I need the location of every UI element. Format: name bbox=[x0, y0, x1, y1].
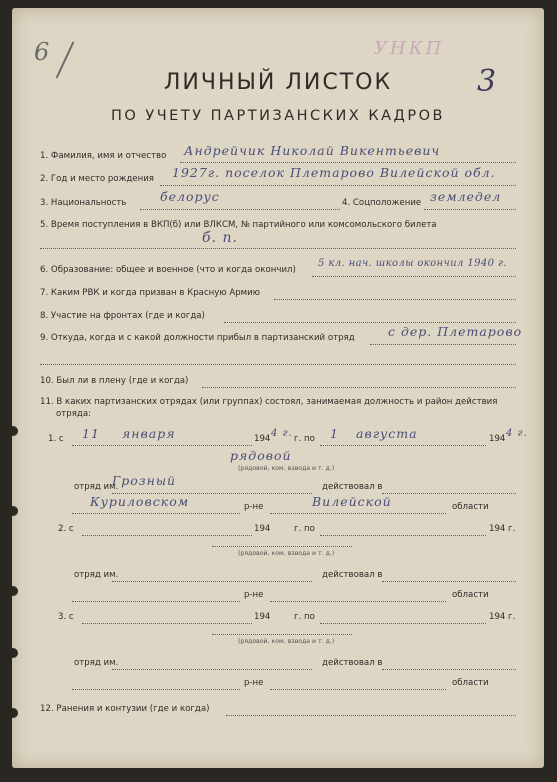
entry-1-number: 1. с bbox=[48, 434, 64, 444]
entry-2-district-label: р-не bbox=[244, 590, 264, 600]
entry-2-acted-in: действовал в bbox=[322, 570, 383, 580]
entry-2-detachment-line bbox=[112, 581, 312, 582]
entry-1-acted-in: действовал в bbox=[322, 482, 383, 492]
entry-2-to-year: 194 bbox=[489, 524, 506, 534]
entry-2-district-line bbox=[72, 601, 240, 602]
field-6-label: 6. Образование: общее и военное (что и когда окончил) bbox=[40, 265, 296, 275]
stamp-mark: УНКП bbox=[374, 38, 445, 59]
entry-1-position-hint: (рядовой, ком. взвода и т. д.) bbox=[238, 465, 335, 472]
entry-3-number: 3. с bbox=[58, 612, 74, 622]
entry-1-district: Куриловском bbox=[90, 494, 190, 509]
field-9-line bbox=[370, 344, 516, 345]
entry-3-from-line bbox=[82, 623, 252, 624]
field-7-label: 7. Каким РВК и когда призван в Красную Армию bbox=[40, 288, 260, 298]
punch-hole bbox=[8, 426, 18, 436]
field-12-label: 12. Ранения и контузии (где и когда) bbox=[40, 704, 210, 714]
entry-2-acted-line bbox=[382, 581, 516, 582]
punch-hole bbox=[8, 586, 18, 596]
entry-3-region-label: области bbox=[452, 678, 489, 688]
entry-2-region-line bbox=[270, 601, 446, 602]
field-6-value: 5 кл. нач. школы окончил 1940 г. bbox=[318, 258, 507, 269]
entry-3-district-line bbox=[72, 689, 240, 690]
entry-1-to-day: 1 bbox=[330, 426, 339, 441]
entry-1-acted-line bbox=[382, 493, 516, 494]
entry-1-g-po: г. по bbox=[294, 434, 315, 444]
entry-1-district-label: р-не bbox=[244, 502, 264, 512]
field-2-label: 2. Год и место рождения bbox=[40, 174, 154, 184]
entry-2-from-line bbox=[82, 535, 252, 536]
entry-2-g-po: г. по bbox=[294, 524, 315, 534]
field-4-label: 4. Соцположение bbox=[342, 198, 422, 208]
entry-1-detachment: Грозный bbox=[112, 473, 177, 488]
field-5-line bbox=[40, 248, 516, 249]
field-8-line bbox=[224, 322, 516, 323]
entry-1-from-month: января bbox=[122, 426, 176, 441]
entry-3-region-line bbox=[270, 689, 446, 690]
personal-record-sheet bbox=[12, 8, 544, 768]
entry-2-detachment-label: отряд им. bbox=[74, 570, 119, 580]
entry-1-from-year: 194 bbox=[254, 434, 271, 444]
entry-2-to-line bbox=[320, 535, 486, 536]
entry-2-region-label: области bbox=[452, 590, 489, 600]
entry-3-g: г. bbox=[508, 612, 516, 622]
field-3-value: белорус bbox=[160, 189, 220, 204]
entry-2-number: 2. с bbox=[58, 524, 74, 534]
entry-1-district-line bbox=[72, 513, 240, 514]
entry-3-to-year: 194 bbox=[489, 612, 506, 622]
entry-3-acted-in: действовал в bbox=[322, 658, 383, 668]
entry-2-from-year: 194 bbox=[254, 524, 271, 534]
entry-1-region: Вилейской bbox=[312, 494, 392, 509]
field-6-line bbox=[312, 276, 516, 277]
entry-2-position-line bbox=[212, 546, 352, 547]
field-10-line bbox=[202, 387, 516, 388]
entry-3-detachment-label: отряд им. bbox=[74, 658, 119, 668]
field-9-label: 9. Откуда, когда и с какой должности прибыл в партизанский отряд bbox=[40, 333, 355, 343]
field-9-value: с дер. Плетарово bbox=[388, 324, 523, 339]
sheet-number: 3 bbox=[477, 64, 497, 99]
entry-1-region-line bbox=[270, 513, 446, 514]
punch-hole bbox=[8, 506, 18, 516]
entry-3-from-year: 194 bbox=[254, 612, 271, 622]
field-8-label: 8. Участие на фронтах (где и когда) bbox=[40, 311, 205, 321]
field-3-label: 3. Национальность bbox=[40, 198, 127, 208]
field-7-line bbox=[274, 299, 516, 300]
entry-1-detachment-label: отряд им. bbox=[74, 482, 119, 492]
form-title: ЛИЧНЫЙ ЛИСТОК bbox=[163, 70, 393, 95]
entry-1-to-year-hand: 4 г. bbox=[506, 428, 528, 439]
pencil-mark: 6 bbox=[34, 38, 50, 66]
field-10-label: 10. Был ли в плену (где и когда) bbox=[40, 376, 189, 386]
field-2-value: 1927г. поселок Плетарово Вилейской обл. bbox=[172, 165, 496, 180]
field-1-label: 1. Фамилия, имя и отчество bbox=[40, 151, 167, 161]
entry-1-to-line bbox=[320, 445, 486, 446]
entry-1-from-day: 11 bbox=[82, 426, 100, 441]
field-2-line bbox=[160, 185, 516, 186]
entry-1-to-year: 194 bbox=[489, 434, 506, 444]
entry-2-g: г. bbox=[508, 524, 516, 534]
field-1-value: Андрейчик Николай Викентьевич bbox=[184, 143, 441, 158]
entry-1-to-month: августа bbox=[356, 426, 418, 441]
field-11-label-cont: отряда: bbox=[56, 409, 91, 419]
field-11-label: 11. В каких партизанских отрядах (или группах) состоял, занимаемая должность и район действия bbox=[40, 397, 498, 407]
entry-3-position-line bbox=[212, 634, 352, 635]
field-1-line bbox=[180, 162, 516, 163]
field-12-line bbox=[226, 715, 516, 716]
field-4-value: земледел bbox=[430, 189, 502, 204]
entry-1-region-label: области bbox=[452, 502, 489, 512]
field-3-line bbox=[140, 209, 340, 210]
punch-hole bbox=[8, 708, 18, 718]
entry-3-position-hint: (рядовой, ком. взвода и т. д.) bbox=[238, 638, 335, 645]
field-9-line-2 bbox=[40, 364, 516, 365]
entry-3-detachment-line bbox=[112, 669, 312, 670]
entry-3-district-label: р-не bbox=[244, 678, 264, 688]
entry-1-position: рядовой bbox=[230, 448, 292, 463]
entry-2-position-hint: (рядовой, ком. взвода и т. д.) bbox=[238, 550, 335, 557]
field-5-label: 5. Время поступления в ВКП(б) или ВЛКСМ, № партийного или комсомольского билета bbox=[40, 220, 437, 230]
entry-3-acted-line bbox=[382, 669, 516, 670]
entry-3-g-po: г. по bbox=[294, 612, 315, 622]
field-5-value: б. п. bbox=[202, 230, 238, 246]
entry-1-from-year-hand: 4 г. bbox=[271, 428, 293, 439]
entry-1-from-line bbox=[72, 445, 252, 446]
entry-3-to-line bbox=[320, 623, 486, 624]
form-subtitle: ПО УЧЕТУ ПАРТИЗАНСКИХ КАДРОВ bbox=[110, 108, 445, 124]
field-4-line bbox=[424, 209, 516, 210]
punch-hole bbox=[8, 648, 18, 658]
